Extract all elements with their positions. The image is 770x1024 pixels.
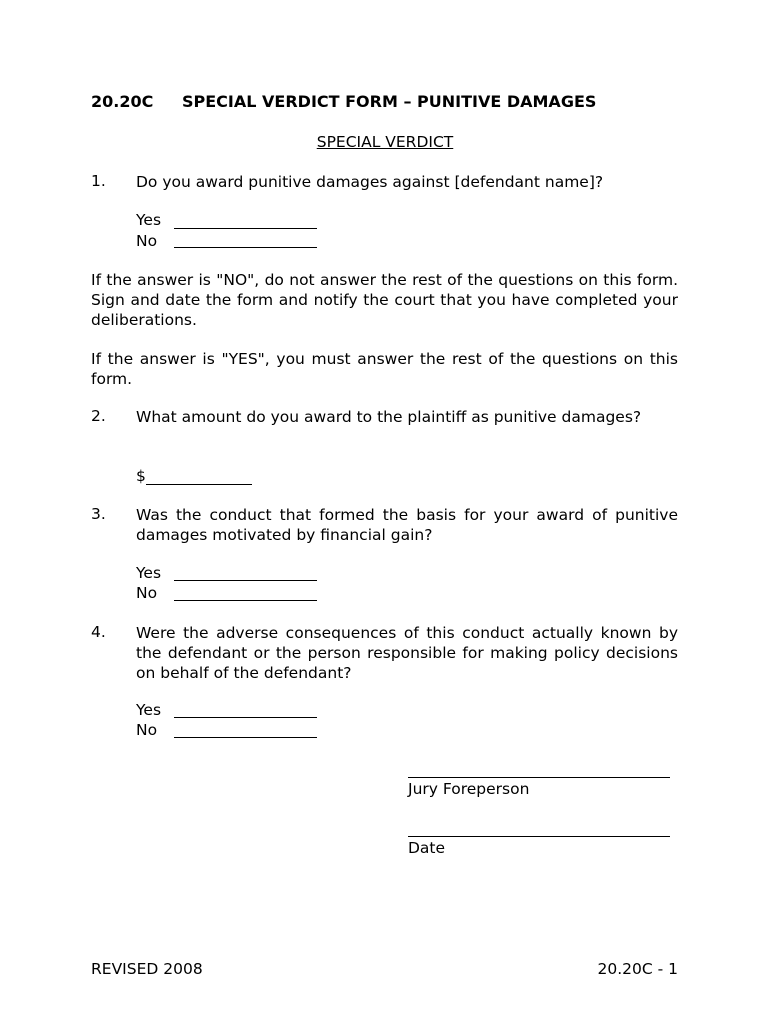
- question-1-no-label: No: [136, 232, 158, 250]
- question-3-yes-label: Yes: [136, 564, 162, 582]
- question-1-no-blank[interactable]: [174, 247, 317, 248]
- question-4-no-blank[interactable]: [174, 737, 317, 738]
- question-2-text: What amount do you award to the plaintiff as punitive damages?: [136, 408, 642, 426]
- question-3-text: Was the conduct that formed the basis for your award of punitive damages motivated by financial gain?: [136, 506, 678, 544]
- question-4-yes-blank[interactable]: [174, 717, 317, 718]
- question-1-yes-blank[interactable]: [174, 228, 317, 229]
- question-3-yes-blank[interactable]: [174, 580, 317, 581]
- question-3-no-blank[interactable]: [174, 600, 317, 601]
- question-2-number: 2.: [91, 407, 106, 425]
- question-1-text: Do you award punitive damages against [defendant name]?: [136, 173, 604, 191]
- question-3-no-label: No: [136, 584, 158, 602]
- question-1-yes-label: Yes: [136, 211, 162, 229]
- instruction-if-no: If the answer is "NO", do not answer the rest of the questions on this form. Sign and date the form and notify the court that you have completed your deliberations.: [91, 271, 678, 329]
- form-title: SPECIAL VERDICT FORM – PUNITIVE DAMAGES: [182, 92, 597, 111]
- date-label: Date: [408, 839, 446, 857]
- form-heading: [91, 92, 596, 111]
- special-verdict-title: SPECIAL VERDICT: [316, 133, 454, 151]
- question-3-number: 3.: [91, 505, 106, 523]
- amount-dollar-sign: $: [136, 467, 146, 485]
- amount-blank[interactable]: [146, 484, 252, 485]
- footer-page-number: 20.20C - 1: [597, 960, 678, 978]
- question-4-number: 4.: [91, 623, 106, 641]
- footer-revised: REVISED 2008: [91, 960, 203, 978]
- form-number: 20.20C: [91, 92, 154, 111]
- date-signature-line[interactable]: [408, 836, 670, 837]
- question-4-text: Were the adverse consequences of this conduct actually known by the defendant or the person responsible for making policy decisions on behalf of the defendant?: [136, 624, 678, 682]
- instruction-if-yes: If the answer is "YES", you must answer the rest of the questions on this form.: [91, 350, 678, 388]
- foreperson-label: Jury Foreperson: [408, 780, 530, 798]
- question-4-no-label: No: [136, 721, 158, 739]
- question-1-number: 1.: [91, 172, 106, 190]
- question-4-yes-label: Yes: [136, 701, 162, 719]
- foreperson-signature-line[interactable]: [408, 777, 670, 778]
